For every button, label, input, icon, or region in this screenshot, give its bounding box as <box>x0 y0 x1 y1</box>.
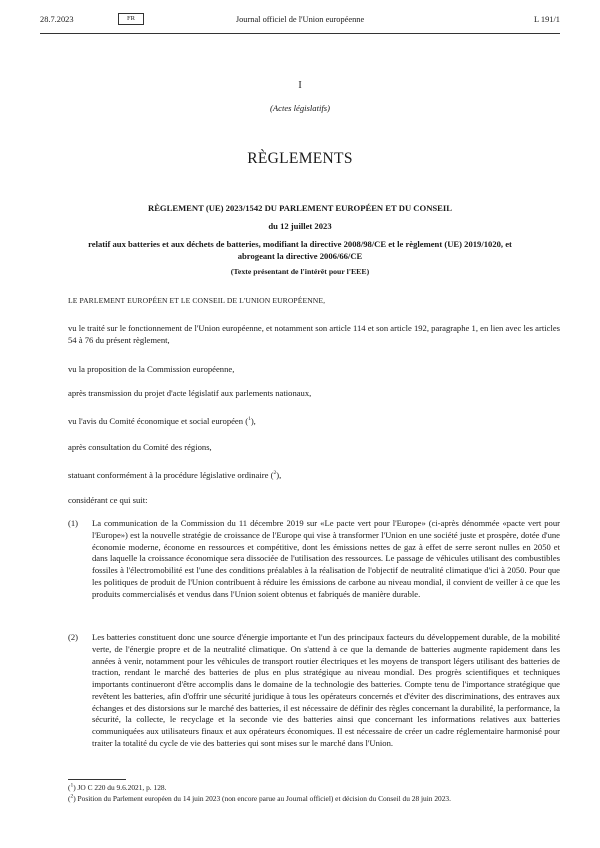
journal-title: Journal officiel de l'Union européenne <box>235 15 365 24</box>
footnote-2: ($^2$) Position du Parlement européen du 14 juin 2023 (non encore parue au Journal officiel) et décision du Conseil du 28 juin 2023. <box>68 793 451 803</box>
enacting-authors: LE PARLEMENT EUROPÉEN ET LE CONSEIL DE L'UNION EUROPÉENNE, <box>68 296 326 305</box>
footnote-ref-1[interactable]: 1 <box>248 416 251 423</box>
section-title: RÈGLEMENTS <box>247 150 353 167</box>
citation-treaty: vu le traité sur le fonctionnement de l'Union européenne, et notamment son article 114 et son article 192, paragraphe 1, en lien avec les articles 54 à 76 du présent règlement, <box>68 323 560 345</box>
recital-1 <box>68 518 560 600</box>
page-header <box>40 11 560 34</box>
language-badge: FR <box>118 13 144 25</box>
citation-procedure <box>68 470 560 482</box>
citation-procedure-text: statuant conformément à la procédure législative ordinaire ( <box>68 470 274 480</box>
footnote-marker: 2 <box>70 793 74 800</box>
recital-2 <box>68 632 560 750</box>
footnote-ref-2[interactable]: 2 <box>273 470 277 477</box>
citation-proposal: vu la proposition de la Commission européenne, <box>68 364 235 374</box>
part-number: I <box>298 80 302 91</box>
footnote-text: Position du Parlement européen du 14 juin 2023 (non encore parue au Journal officiel) et décision du Conseil du 28 juin 2023. <box>77 794 451 803</box>
page-reference: L 191/1 <box>534 15 560 24</box>
footnote-1: ($^1$) JO C 220 du 9.6.2021, p. 128. <box>68 782 167 792</box>
recital-number: (2) <box>68 632 79 642</box>
whereas-intro: considérant ce qui suit: <box>68 495 148 505</box>
citation-eesc-end: ), <box>250 416 256 426</box>
eee-relevance: (Texte présentant de l'intérêt pour l'EEE) <box>230 267 370 276</box>
citation-cor: après consultation du Comité des régions, <box>68 442 212 452</box>
citation-procedure-end: ), <box>276 470 282 480</box>
footnote-marker: 1 <box>70 782 74 789</box>
publication-date: 28.7.2023 <box>40 15 74 24</box>
recital-number: (1) <box>68 518 79 528</box>
regulation-title: RÈGLEMENT (UE) 2023/1542 DU PARLEMENT EUROPÉEN ET DU CONSEIL <box>147 203 452 213</box>
regulation-subject <box>40 238 560 262</box>
part-label: (Actes législatifs) <box>270 103 330 113</box>
citation-transmission: après transmission du projet d'acte législatif aux parlements nationaux, <box>68 388 312 398</box>
footnote-divider <box>68 779 126 780</box>
regulation-subject-text: relatif aux batteries et aux déchets de batteries, modifiant la directive 2008/98/CE et le règlement (UE) 2019/1020, et abrogeant la directive 2006/66/CE <box>88 239 512 261</box>
regulation-date: du 12 juillet 2023 <box>268 221 332 231</box>
citation-eesc <box>68 416 560 428</box>
recital-text: La communication de la Commission du 11 décembre 2019 sur «Le pacte vert pour l'Europe» (ci-après dénommée «pacte vert pour l'Europe») est la nouvelle stratégie de croissance de l'Europe qui vise à transformer l'Union en une société juste et prospère, dotée d'une économie moderne, économe en ressources et compétitive, dont les émissions nettes de gaz à effet de serre seront nulles en 2050 et dans laquelle la croissance économique sera dissociée de l'utilisation des ressources. Le passage de véhicules utilisant des combustibles fossiles à l'électromobilité est l'une des conditions préalables à la réalisation de l'objectif de neutralité climatique d'ici à 2050. Pour que les politiques de produit de l'Union contribuent à réduire les émissions de carbone au niveau mondial, il convient de veiller à ce que les produits commercialisés et vendus dans l'Union soient obtenus et fabriqués de manière durable. <box>92 518 560 599</box>
recital-text: Les batteries constituent donc une source d'énergie importante et l'un des principaux facteurs du développement durable, de la mobilité verte, de l'énergie propre et de la neutralité climatique. On s'attend à ce que la demande de batteries augmente rapidement dans les années à venir, notamment pour les véhicules de transport routier électriques et les moyens de transport légers utilisant des batteries de traction, rendant le marché des batteries de plus en plus stratégique au niveau mondial. Des progrès scientifiques et techniques importants continueront d'être accomplis dans le domaine de la technologie des batteries. Compte tenu de l'importance stratégique que revêtent les batteries, afin d'offrir une sécurité juridique à tous les opérateurs concernés et d'éviter des discriminations, des entraves aux échanges et des distorsions sur le marché des batteries, il est nécessaire de définir des règles concernant la durabilité, la performance, la sécurité, la collecte, le recyclage et la seconde vie des batteries ainsi que concernant les informations relatives aux batteries communiquées aux utilisateurs finaux et aux opérateurs économiques. Il est nécessaire de créer un cadre réglementaire harmonisé pour traiter la totalité du cycle de vie des batteries qui sont mises sur le marché dans l'Union. <box>92 632 560 748</box>
citation-eesc-text: vu l'avis du Comité économique et social européen ( <box>68 416 249 426</box>
footnote-text: JO C 220 du 9.6.2021, p. 128. <box>77 783 167 792</box>
